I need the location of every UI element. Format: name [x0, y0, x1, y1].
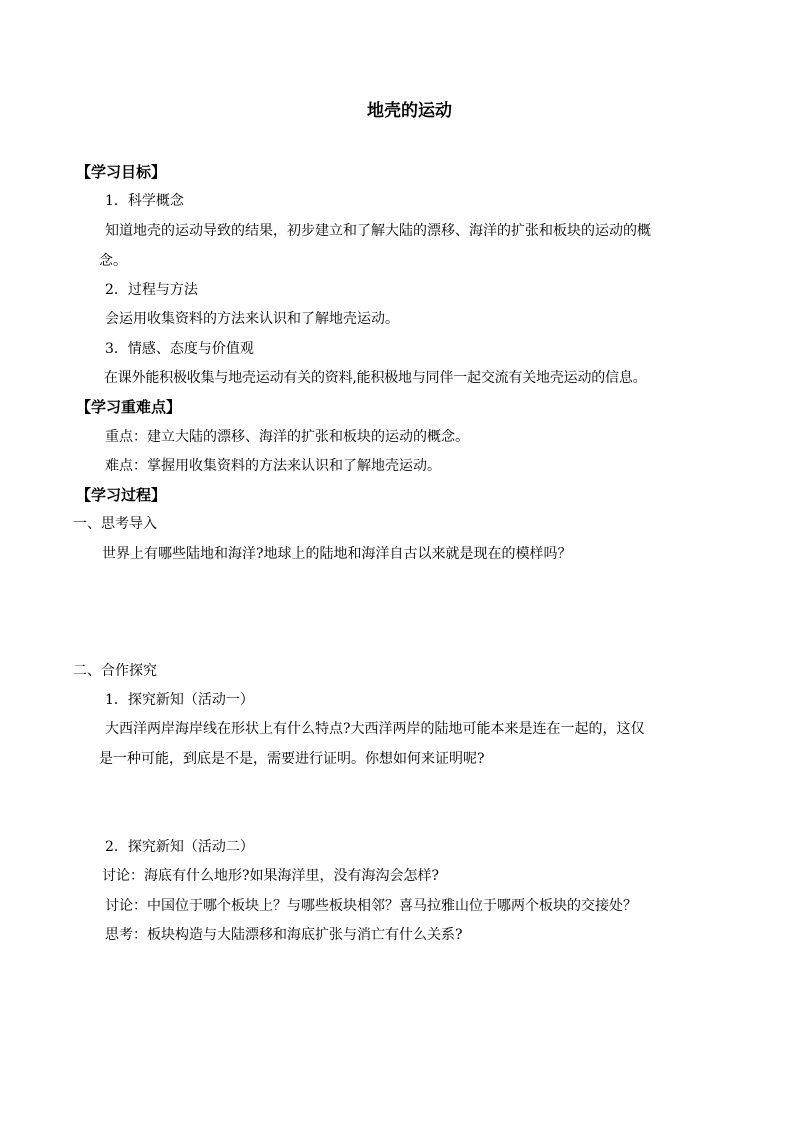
key-points-heading: 【学习重难点】	[76, 398, 182, 416]
activity2-think: 思考：板块构造与大陆漂移和海底扩张与消亡有什么关系?	[105, 927, 463, 943]
part2-heading: 二、合作探究	[73, 663, 157, 679]
activity2-label: 2．探究新知（活动二）	[105, 839, 254, 855]
part1-heading: 一、思考导入	[73, 516, 157, 532]
objective-1-label: 1．科学概念	[105, 193, 184, 209]
page-title: 地壳的运动	[367, 101, 452, 121]
objective-3-text: 在课外能积极收集与地壳运动有关的资料,能积极地与同伴一起交流有关地壳运动的信息。	[104, 370, 647, 386]
activity1-label: 1．探究新知（活动一）	[105, 692, 254, 708]
part1-question: 世界上有哪些陆地和海洋?地球上的陆地和海洋自古以来就是现在的模样吗？	[102, 546, 572, 562]
objective-1-text-cont: 念。	[99, 253, 127, 269]
objective-2-text: 会运用收集资料的方法来认识和了解地壳运动。	[105, 311, 399, 327]
difficult-point: 难点：掌握用收集资料的方法来认识和了解地壳运动。	[105, 458, 441, 474]
activity2-discuss-2: 讨论：中国位于哪个板块上？与哪些板块相邻？喜马拉雅山位于哪两个板块的交接处？	[105, 898, 637, 914]
activity2-discuss-1: 讨论：海底有什么地形?如果海洋里，没有海沟会怎样?	[102, 868, 440, 884]
activity1-text-cont: 是一种可能，到底是不是，需要进行证明。你想如何来证明呢?	[99, 751, 485, 767]
objective-1-text: 知道地壳的运动导致的结果，初步建立和了解大陆的漂移、海洋的扩张和板块的运动的概	[105, 223, 651, 239]
activity1-text: 大西洋两岸海岸线在形状上有什么特点?大西洋两岸的陆地可能本来是连在一起的，这仅	[105, 721, 645, 737]
objective-2-label: 2．过程与方法	[105, 282, 198, 298]
process-heading: 【学习过程】	[76, 486, 167, 504]
objectives-heading: 【学习目标】	[76, 163, 167, 181]
key-point: 重点：建立大陆的漂移、海洋的扩张和板块的运动的概念。	[105, 429, 469, 445]
objective-3-label: 3．情感、态度与价值观	[105, 341, 254, 357]
